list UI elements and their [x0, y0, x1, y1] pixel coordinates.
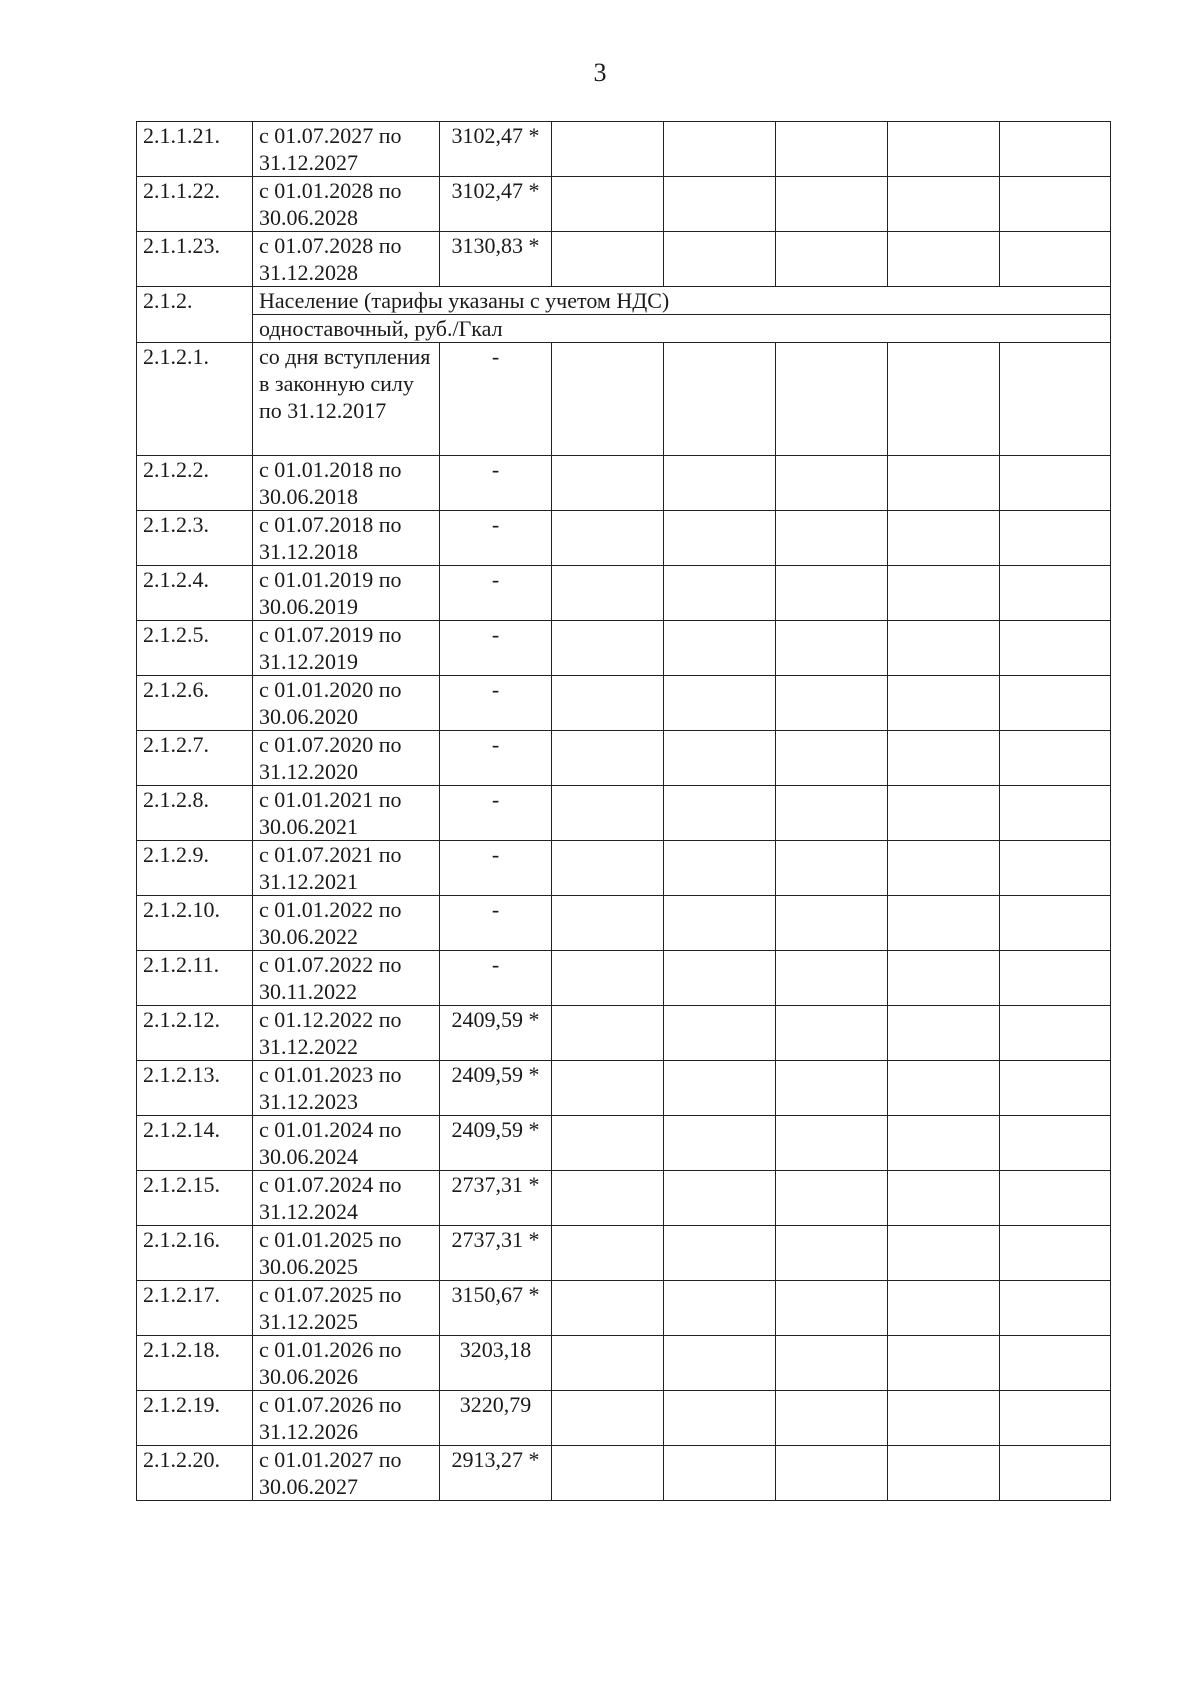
empty-cell — [776, 841, 888, 896]
empty-cell — [776, 786, 888, 841]
empty-cell — [888, 1281, 1000, 1336]
empty-cell — [888, 566, 1000, 621]
empty-cell — [776, 676, 888, 731]
empty-cell — [552, 1171, 664, 1226]
tariff-value-cell: 2913,27 * — [440, 1446, 552, 1501]
empty-cell — [552, 896, 664, 951]
empty-cell — [552, 731, 664, 786]
period-cell: с 01.07.2022 по 30.11.2022 — [253, 951, 440, 1006]
empty-cell — [888, 676, 1000, 731]
period-cell: с 01.07.2020 по 31.12.2020 — [253, 731, 440, 786]
tariff-value-cell: 3220,79 — [440, 1391, 552, 1446]
empty-cell — [888, 786, 1000, 841]
tariff-value-cell: - — [440, 951, 552, 1006]
empty-cell — [776, 896, 888, 951]
empty-cell — [888, 841, 1000, 896]
row-number-cell: 2.1.2.12. — [137, 1006, 253, 1061]
empty-cell — [664, 951, 776, 1006]
table-row — [137, 786, 1111, 841]
empty-cell — [888, 1061, 1000, 1116]
period-cell: с 01.01.2026 по 30.06.2026 — [253, 1336, 440, 1391]
empty-cell — [888, 951, 1000, 1006]
table-row — [137, 1226, 1111, 1281]
row-number-cell: 2.1.2.13. — [137, 1061, 253, 1116]
empty-cell — [1000, 1226, 1111, 1281]
row-number-cell: 2.1.2.1. — [137, 343, 253, 456]
empty-cell — [552, 566, 664, 621]
period-cell: с 01.07.2026 по 31.12.2026 — [253, 1391, 440, 1446]
period-cell: с 01.01.2024 по 30.06.2024 — [253, 1116, 440, 1171]
table-row — [137, 1281, 1111, 1336]
empty-cell — [664, 1281, 776, 1336]
table-group-subtitle-row — [137, 315, 1111, 343]
empty-cell — [888, 122, 1000, 177]
empty-cell — [888, 1391, 1000, 1446]
empty-cell — [552, 951, 664, 1006]
empty-cell — [664, 1226, 776, 1281]
period-cell: с 01.01.2021 по 30.06.2021 — [253, 786, 440, 841]
empty-cell — [776, 122, 888, 177]
empty-cell — [1000, 122, 1111, 177]
row-number-cell: 2.1.2.18. — [137, 1336, 253, 1391]
empty-cell — [1000, 951, 1111, 1006]
row-number-cell: 2.1.2.16. — [137, 1226, 253, 1281]
empty-cell — [664, 1391, 776, 1446]
empty-cell — [552, 1391, 664, 1446]
empty-cell — [664, 896, 776, 951]
empty-cell — [776, 951, 888, 1006]
table-row — [137, 621, 1111, 676]
empty-cell — [1000, 1061, 1111, 1116]
empty-cell — [776, 1006, 888, 1061]
row-number-cell: 2.1.2.5. — [137, 621, 253, 676]
empty-cell — [776, 177, 888, 232]
period-cell: с 01.07.2025 по 31.12.2025 — [253, 1281, 440, 1336]
empty-cell — [888, 1171, 1000, 1226]
empty-cell — [776, 1226, 888, 1281]
empty-cell — [888, 1226, 1000, 1281]
period-cell: с 01.01.2023 по 31.12.2023 — [253, 1061, 440, 1116]
empty-cell — [776, 1446, 888, 1501]
empty-cell — [1000, 1171, 1111, 1226]
tariff-value-cell: - — [440, 511, 552, 566]
empty-cell — [664, 177, 776, 232]
row-number-cell: 2.1.2.17. — [137, 1281, 253, 1336]
period-cell: с 01.01.2022 по 30.06.2022 — [253, 896, 440, 951]
empty-cell — [664, 786, 776, 841]
period-cell: с 01.07.2021 по 31.12.2021 — [253, 841, 440, 896]
empty-cell — [1000, 566, 1111, 621]
period-cell: со дня вступления в законную силу по 31.12.2017 — [253, 343, 440, 456]
empty-cell — [888, 896, 1000, 951]
row-number-cell: 2.1.2.9. — [137, 841, 253, 896]
empty-cell — [552, 122, 664, 177]
row-number-cell: 2.1.1.22. — [137, 177, 253, 232]
empty-cell — [552, 1116, 664, 1171]
empty-cell — [664, 621, 776, 676]
empty-cell — [1000, 1336, 1111, 1391]
tariff-value-cell: 2409,59 * — [440, 1061, 552, 1116]
tariff-table-body — [137, 122, 1111, 1501]
tariff-value-cell: 3102,47 * — [440, 122, 552, 177]
table-row — [137, 1446, 1111, 1501]
tariff-value-cell: - — [440, 343, 552, 456]
tariff-value-cell: 3150,67 * — [440, 1281, 552, 1336]
tariff-value-cell: 3130,83 * — [440, 232, 552, 287]
empty-cell — [664, 1061, 776, 1116]
table-row — [137, 511, 1111, 566]
empty-cell — [664, 1446, 776, 1501]
empty-cell — [776, 1171, 888, 1226]
period-cell: с 01.07.2024 по 31.12.2024 — [253, 1171, 440, 1226]
row-number-cell: 2.1.2.2. — [137, 456, 253, 511]
empty-cell — [888, 1006, 1000, 1061]
empty-cell — [664, 456, 776, 511]
table-row — [137, 566, 1111, 621]
empty-cell — [552, 1061, 664, 1116]
row-number-cell: 2.1.2.8. — [137, 786, 253, 841]
tariff-table — [136, 121, 1111, 1501]
empty-cell — [664, 1171, 776, 1226]
row-number-cell: 2.1.2.20. — [137, 1446, 253, 1501]
table-row — [137, 456, 1111, 511]
tariff-value-cell: 3102,47 * — [440, 177, 552, 232]
empty-cell — [552, 456, 664, 511]
table-row — [137, 1336, 1111, 1391]
empty-cell — [1000, 1006, 1111, 1061]
row-number-cell: 2.1.2. — [137, 287, 253, 343]
tariff-value-cell: 2409,59 * — [440, 1006, 552, 1061]
period-cell: с 01.07.2019 по 31.12.2019 — [253, 621, 440, 676]
row-number-cell: 2.1.2.11. — [137, 951, 253, 1006]
table-row — [137, 177, 1111, 232]
tariff-value-cell: - — [440, 731, 552, 786]
empty-cell — [1000, 511, 1111, 566]
empty-cell — [552, 786, 664, 841]
row-number-cell: 2.1.2.14. — [137, 1116, 253, 1171]
table-row — [137, 731, 1111, 786]
empty-cell — [552, 1446, 664, 1501]
table-row — [137, 343, 1111, 456]
empty-cell — [1000, 1281, 1111, 1336]
empty-cell — [664, 1116, 776, 1171]
table-row — [137, 1061, 1111, 1116]
empty-cell — [1000, 621, 1111, 676]
tariff-value-cell: 2409,59 * — [440, 1116, 552, 1171]
period-cell: с 01.01.2018 по 30.06.2018 — [253, 456, 440, 511]
empty-cell — [552, 841, 664, 896]
empty-cell — [888, 1116, 1000, 1171]
tariff-value-cell: 3203,18 — [440, 1336, 552, 1391]
table-row — [137, 1006, 1111, 1061]
empty-cell — [552, 1336, 664, 1391]
empty-cell — [1000, 1391, 1111, 1446]
empty-cell — [776, 731, 888, 786]
tariff-value-cell: - — [440, 621, 552, 676]
row-number-cell: 2.1.2.15. — [137, 1171, 253, 1226]
empty-cell — [888, 456, 1000, 511]
period-cell: с 01.12.2022 по 31.12.2022 — [253, 1006, 440, 1061]
page-number: 3 — [593, 58, 607, 87]
table-row — [137, 232, 1111, 287]
empty-cell — [776, 1391, 888, 1446]
empty-cell — [776, 566, 888, 621]
empty-cell — [776, 1116, 888, 1171]
empty-cell — [776, 1336, 888, 1391]
table-row — [137, 896, 1111, 951]
table-row — [137, 1116, 1111, 1171]
empty-cell — [776, 1281, 888, 1336]
row-number-cell: 2.1.2.10. — [137, 896, 253, 951]
empty-cell — [1000, 232, 1111, 287]
empty-cell — [552, 1006, 664, 1061]
empty-cell — [552, 676, 664, 731]
empty-cell — [888, 1336, 1000, 1391]
empty-cell — [664, 511, 776, 566]
tariff-value-cell: - — [440, 456, 552, 511]
period-cell: с 01.07.2028 по 31.12.2028 — [253, 232, 440, 287]
empty-cell — [1000, 841, 1111, 896]
empty-cell — [888, 177, 1000, 232]
empty-cell — [1000, 731, 1111, 786]
tariff-value-cell: - — [440, 786, 552, 841]
row-number-cell: 2.1.2.4. — [137, 566, 253, 621]
empty-cell — [776, 621, 888, 676]
group-subtitle-cell: одноставочный, руб./Гкал — [253, 315, 1111, 343]
empty-cell — [552, 511, 664, 566]
table-row — [137, 676, 1111, 731]
empty-cell — [552, 343, 664, 456]
row-number-cell: 2.1.1.23. — [137, 232, 253, 287]
empty-cell — [776, 1061, 888, 1116]
tariff-value-cell: 2737,31 * — [440, 1226, 552, 1281]
table-row — [137, 1171, 1111, 1226]
period-cell: с 01.07.2027 по 31.12.2027 — [253, 122, 440, 177]
empty-cell — [888, 731, 1000, 786]
tariff-value-cell: - — [440, 566, 552, 621]
group-title-cell: Население (тарифы указаны с учетом НДС) — [253, 287, 1111, 315]
empty-cell — [1000, 343, 1111, 456]
period-cell: с 01.01.2020 по 30.06.2020 — [253, 676, 440, 731]
empty-cell — [552, 621, 664, 676]
empty-cell — [776, 232, 888, 287]
empty-cell — [664, 232, 776, 287]
empty-cell — [888, 511, 1000, 566]
empty-cell — [776, 456, 888, 511]
empty-cell — [552, 1226, 664, 1281]
period-cell: с 01.01.2027 по 30.06.2027 — [253, 1446, 440, 1501]
empty-cell — [664, 1336, 776, 1391]
empty-cell — [888, 1446, 1000, 1501]
empty-cell — [552, 232, 664, 287]
empty-cell — [552, 177, 664, 232]
tariff-value-cell: - — [440, 676, 552, 731]
period-cell: с 01.01.2028 по 30.06.2028 — [253, 177, 440, 232]
empty-cell — [888, 621, 1000, 676]
empty-cell — [664, 566, 776, 621]
row-number-cell: 2.1.2.3. — [137, 511, 253, 566]
table-row — [137, 122, 1111, 177]
tariff-value-cell: - — [440, 841, 552, 896]
empty-cell — [1000, 1116, 1111, 1171]
table-row — [137, 841, 1111, 896]
empty-cell — [664, 343, 776, 456]
table-row — [137, 1391, 1111, 1446]
empty-cell — [776, 343, 888, 456]
table-row — [137, 951, 1111, 1006]
period-cell: с 01.01.2025 по 30.06.2025 — [253, 1226, 440, 1281]
empty-cell — [1000, 1446, 1111, 1501]
row-number-cell: 2.1.2.7. — [137, 731, 253, 786]
period-cell: с 01.07.2018 по 31.12.2018 — [253, 511, 440, 566]
row-number-cell: 2.1.2.6. — [137, 676, 253, 731]
empty-cell — [664, 1006, 776, 1061]
empty-cell — [776, 511, 888, 566]
empty-cell — [1000, 456, 1111, 511]
empty-cell — [888, 343, 1000, 456]
empty-cell — [1000, 676, 1111, 731]
empty-cell — [1000, 177, 1111, 232]
row-number-cell: 2.1.1.21. — [137, 122, 253, 177]
empty-cell — [664, 841, 776, 896]
tariff-value-cell: - — [440, 896, 552, 951]
row-number-cell: 2.1.2.19. — [137, 1391, 253, 1446]
empty-cell — [1000, 896, 1111, 951]
empty-cell — [664, 122, 776, 177]
tariff-value-cell: 2737,31 * — [440, 1171, 552, 1226]
table-group-row — [137, 287, 1111, 315]
empty-cell — [1000, 786, 1111, 841]
empty-cell — [888, 232, 1000, 287]
empty-cell — [664, 676, 776, 731]
period-cell: с 01.01.2019 по 30.06.2019 — [253, 566, 440, 621]
empty-cell — [552, 1281, 664, 1336]
empty-cell — [664, 731, 776, 786]
